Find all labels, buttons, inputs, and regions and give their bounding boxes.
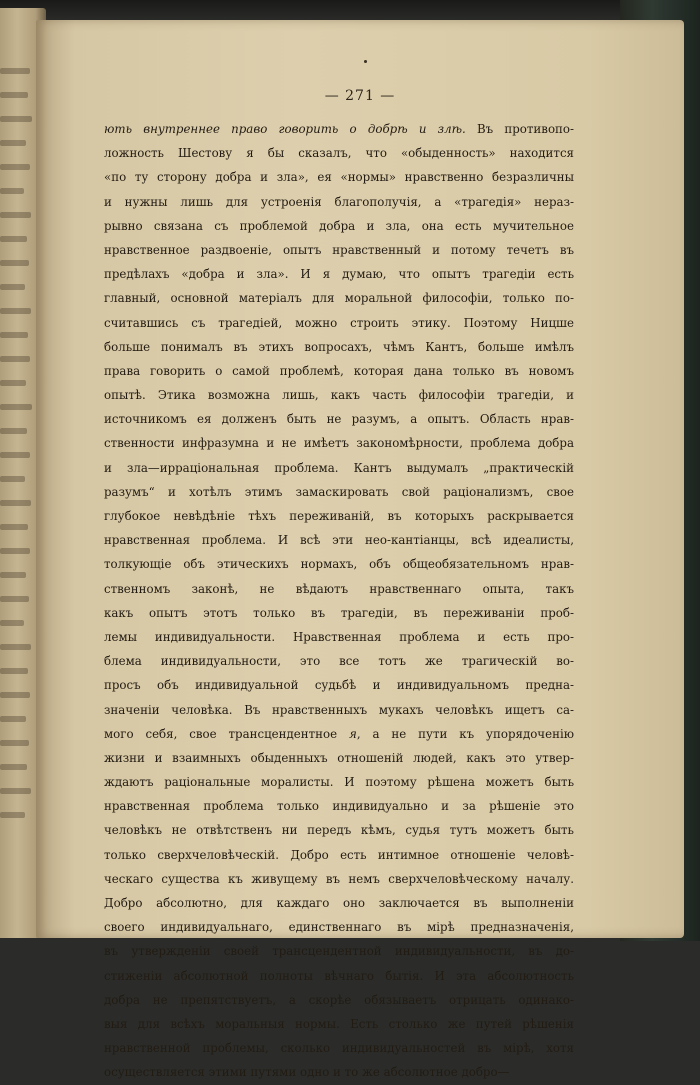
text-run: нравственное раздвоеніе, опытъ нравственный и потому течетъ въ <box>104 242 574 257</box>
text-run: блема индивидуальности, это все тотъ же трагическій во- <box>104 654 574 669</box>
text-run: и зла—ирраціональная проблема. Кантъ выдумалъ „практическій <box>104 460 574 475</box>
text-line <box>104 794 574 818</box>
text-run: толкующіе объ этическихъ нормахъ, объ общеобязательномъ нрав- <box>104 557 574 572</box>
text-line <box>104 165 574 189</box>
text-run: стиженіи абсолютной полноты вѣчнаго бытія. И эта абсолютность <box>104 968 574 983</box>
text-run: Добро абсолютно, для каждаго оно заключается въ выполненіи <box>104 896 574 910</box>
text-line <box>104 746 574 770</box>
text-line <box>104 286 574 310</box>
text-line <box>104 625 574 649</box>
text-line <box>104 818 574 842</box>
text-run: , а не пути къ упорядоченію <box>356 726 574 741</box>
text-run: Въ противопо- <box>465 122 574 136</box>
text-run: значеніи человѣка. Въ нравственныхъ мукахъ человѣкъ ищетъ са- <box>104 702 574 717</box>
page-number: — 271 — <box>324 88 396 104</box>
text-line <box>104 673 574 697</box>
text-line <box>104 649 574 673</box>
text-line <box>104 383 574 407</box>
text-run: нравственная проблема. И всѣ эти нео-кантіанцы, всѣ идеалисты, <box>104 533 574 548</box>
text-run: жизни и взаимныхъ обыденныхъ отношеній людей, какъ это утвер- <box>104 750 574 765</box>
italic-text-run: ють внутреннее право говорить о добрѣ и злѣ. <box>104 122 466 136</box>
text-line <box>104 190 574 214</box>
text-line <box>104 480 574 504</box>
text-line <box>104 964 574 988</box>
text-line <box>104 891 574 915</box>
text-line <box>104 214 574 238</box>
text-run: считавшись съ трагедіей, можно строить этику. Поэтому Ницше <box>104 315 574 330</box>
text-run: и нужны лишь для устроенія благополучія, а «трагедія» нераз- <box>104 194 574 209</box>
text-run: нравственной проблемы, сколько индивидуальностей въ мірѣ, хотя <box>104 1041 574 1056</box>
text-run: опытѣ. Этика возможна лишь, какъ часть философіи трагедіи, и <box>104 388 574 403</box>
text-run: ческаго существа къ живущему въ немъ сверхчеловѣческому началу. <box>104 871 574 886</box>
text-line <box>104 552 574 576</box>
text-run: добра не препятствуетъ, а скорѣе обязываетъ отрицать одинако- <box>104 992 574 1007</box>
text-line <box>104 311 574 335</box>
text-run: ственномъ законѣ, не вѣдаютъ нравственнаго опыта, такъ <box>104 581 574 596</box>
text-run: рывно связана съ проблемой добра и зла, она есть мучительное <box>104 218 574 233</box>
text-run: больше понималъ въ этихъ вопросахъ, чѣмъ Кантъ, больше имѣлъ <box>104 339 574 354</box>
book-edge-shadow <box>0 0 700 22</box>
text-line <box>104 407 574 431</box>
text-line <box>104 238 574 262</box>
text-run: осуществляется этими путями одно и то же абсолютное добро— <box>104 1065 510 1080</box>
text-run: «по ту сторону добра и зла», ея «нормы» нравственно безразличны <box>104 170 574 185</box>
text-run: источникомъ ея долженъ быть не разумъ, а опытъ. Область нрав- <box>104 412 574 427</box>
text-run: главный, основной матеріалъ для моральной философіи, только по- <box>104 291 574 306</box>
text-run: какъ опытъ этотъ только въ трагедіи, въ переживаніи проб- <box>104 605 574 620</box>
text-run: разумъ“ и хотѣлъ этимъ замаскировать свой раціонализмъ, свое <box>104 484 574 499</box>
text-run: просъ объ индивидуальной судьбѣ и индивидуальномъ предна- <box>104 678 574 693</box>
text-line <box>104 915 574 939</box>
text-line <box>104 1012 574 1036</box>
text-run: права говорить о самой проблемѣ, которая дана только въ новомъ <box>104 363 574 378</box>
text-run: ственности инфразумна и не имѣетъ закономѣрности, проблема добра <box>104 436 574 451</box>
text-run: мого себя, свое трансцендентное <box>104 726 349 741</box>
text-line <box>104 843 574 867</box>
text-run: въ утвержденіи своей трансцендентной индивидуальности, въ до- <box>104 944 574 959</box>
text-run: глубокое невѣдѣніе тѣхъ переживаній, въ которыхъ раскрывается <box>104 509 574 523</box>
text-line <box>104 698 574 722</box>
text-line <box>104 431 574 455</box>
text-run: своего индивидуальнаго, единственнаго въ мірѣ предназначенія, <box>104 920 574 935</box>
text-line <box>104 117 574 141</box>
text-line <box>104 456 574 480</box>
text-line <box>104 1060 574 1084</box>
page-body-text <box>104 117 574 1085</box>
text-run: только сверхчеловѣческій. Добро есть интимное отношеніе человѣ- <box>104 847 574 862</box>
italic-text-run: я <box>349 726 357 741</box>
text-line <box>104 577 574 601</box>
text-run: лемы индивидуальности. Нравственная проблема и есть про- <box>104 629 574 644</box>
text-run: человѣкъ не отвѣтственъ ни передъ кѣмъ, судья тутъ можетъ быть <box>104 823 574 838</box>
text-run: нравственная проблема только индивидуально и за рѣшеніе это <box>104 799 574 814</box>
text-line <box>104 335 574 359</box>
text-line <box>104 988 574 1012</box>
text-line <box>104 359 574 383</box>
text-line <box>104 1036 574 1060</box>
text-run: ложность Шестову я бы сказалъ, что «обыденность» находится <box>104 146 574 161</box>
text-run: предѣлахъ «добра и зла». И я думаю, что опытъ трагедіи есть <box>104 267 574 282</box>
text-line <box>104 722 574 746</box>
ink-speck <box>364 60 367 63</box>
text-line <box>104 141 574 165</box>
text-line <box>104 528 574 552</box>
text-run: выя для всѣхъ моральныя нормы. Есть столько же путей рѣшенія <box>104 1016 574 1031</box>
text-line <box>104 504 574 528</box>
book-page <box>36 20 684 1080</box>
text-line <box>104 262 574 286</box>
text-line <box>104 770 574 794</box>
text-line <box>104 867 574 891</box>
text-line <box>104 939 574 963</box>
text-line <box>104 601 574 625</box>
text-run: ждаютъ раціональные моралисты. И поэтому рѣшена можетъ быть <box>104 775 574 790</box>
